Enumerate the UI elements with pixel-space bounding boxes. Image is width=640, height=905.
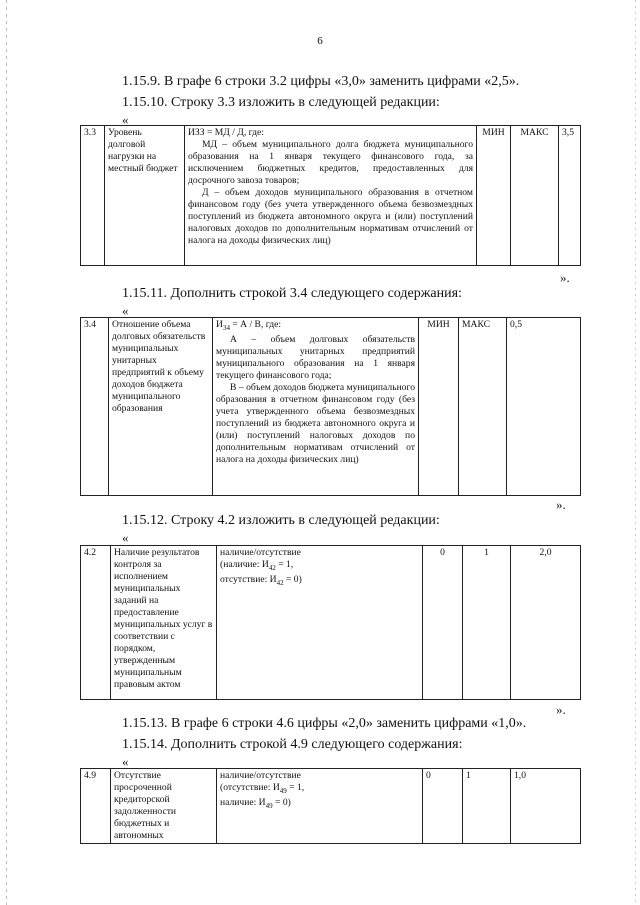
scan-edge-right [635,0,636,905]
min-value: МИН [477,126,511,266]
indicator-formula: ИЗЗ = МД / Д, где: [188,127,264,138]
indicator-formula-cell [217,769,423,844]
paragraph-1-15-9: 1.15.9. В графе 6 строки 3.2 цифры «3,0» заменить цифрами «2,5». [122,74,520,89]
formula-line-1: наличие/отсутствие [220,770,301,781]
max-value: 1 [463,769,511,844]
row-number: 3.3 [81,126,105,266]
table-row [81,769,581,844]
close-quote: ». [556,497,566,512]
min-value: 0 [423,769,463,844]
table-row [81,318,581,496]
open-quote: « [122,112,129,127]
table-row [81,126,581,266]
weight-value: 0,5 [507,318,581,496]
table-row-3-4 [80,317,581,496]
row-number: 4.9 [81,769,111,844]
weight-value: 1,0 [511,769,581,844]
formula-description-1: А – объем долговых обязательств муниципальных унитарных предприятий муниципального образования на 1 января текущего финансового года; [216,333,415,381]
indicator-formula-cell [185,126,477,266]
max-value: МАКС [511,126,559,266]
min-value: МИН [419,318,459,496]
indicator-formula-cell [217,546,423,700]
formula-line-2: (отсутствие: $И_{49} = 1$, [220,782,305,795]
formula-line-2: (наличие: $И_{42} = 1$, [220,559,294,572]
scan-edge-left [6,0,7,905]
row-number: 3.4 [81,318,109,496]
paragraph-1-15-14: 1.15.14. Дополнить строкой 4.9 следующего содержания: [122,737,463,752]
weight-value: 3,5 [559,126,581,266]
open-quote: « [122,754,129,769]
open-quote: « [122,530,129,545]
indicator-formula-cell [213,318,419,496]
table-row-3-3 [80,125,581,266]
formula-line-3: наличие: $И_{49} = 0$) [220,796,291,810]
close-quote: ». [556,702,566,717]
table-row [81,546,581,700]
indicator-name: Уровень долговой нагрузки на местный бюджет [105,126,185,266]
indicator-name: Отсутствие просроченной кредиторской задолженности бюджетных и автономных [111,769,217,844]
indicator-name: Наличие результатов контроля за исполнением муниципальных заданий на предоставление муниципальных услуг в соответствии с порядком, утвержденным муниципальным правовым актом [111,546,217,700]
open-quote: « [122,303,129,318]
formula-line-1: наличие/отсутствие [220,547,301,558]
close-quote: ». [560,270,570,285]
formula-description-2: В – объем доходов бюджета муниципального образования в отчетном финансовом году (без учета утвержденного объема безвозмездных поступлений из бюджета автономного округа и (или) поступлений налоговых доходов по дополнительным нормативам отчислений от налога на доходы физических лиц) [216,381,415,465]
formula-line-3: отсутствие: $И_{42} = 0$) [220,573,302,587]
formula-description-2: Д – объем доходов муниципального образования в отчетном финансовом году (без учета утвержденного объема безвозмездных поступлений из бюджета автономного округа и (или) поступлений налоговых доходов по дополнительным нормативам отчислений от налога на доходы физических лиц) [188,187,473,246]
paragraph-1-15-10: 1.15.10. Строку 3.3 изложить в следующей редакции: [122,95,440,110]
row-number: 4.2 [81,546,111,700]
indicator-name: Отношение объема долговых обязательств муниципальных унитарных предприятий к объему доходов бюджета муниципального образования [109,318,213,496]
max-value: 1 [463,546,511,700]
paragraph-1-15-12: 1.15.12. Строку 4.2 изложить в следующей редакции: [122,513,440,528]
paragraph-1-15-11: 1.15.11. Дополнить строкой 3.4 следующего содержания: [122,286,462,301]
paragraph-1-15-13: 1.15.13. В графе 6 строки 4.6 цифры «2,0» заменить цифрами «1,0». [122,716,527,731]
page-number: 6 [317,35,323,47]
table-row-4-2 [80,545,581,700]
indicator-formula: $И_{34} = А / В$, где: [216,319,281,332]
min-value: 0 [423,546,463,700]
max-value: МАКС [459,318,507,496]
weight-value: 2,0 [511,546,581,700]
table-row-4-9 [80,768,581,844]
formula-description-1: МД – объем муниципального долга бюджета муниципального образования на 1 января текущего финансового года, за исключением бюджетных кредитов, предоставленных для досрочного завоза товаров; [188,139,473,186]
